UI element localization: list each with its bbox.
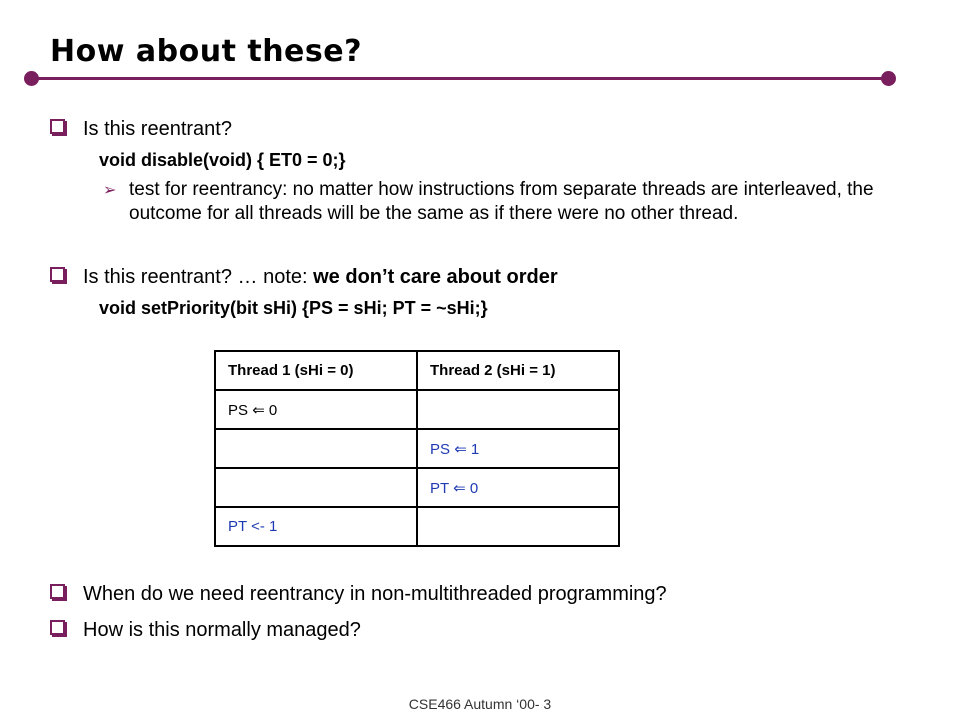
slide-footer: CSE466 Autumn ‘00- 3	[408, 696, 552, 712]
bullet-text: Is this reentrant? … note:	[83, 266, 314, 288]
left-arrow-icon: ⇐	[252, 401, 265, 419]
bullet-reentrant-2	[50, 265, 558, 289]
table-cell	[417, 507, 619, 546]
arrow-bullet-icon: ➢	[103, 182, 117, 199]
title-divider	[30, 75, 890, 82]
bullet-question-2	[50, 618, 361, 642]
bullet-question-1	[50, 582, 667, 606]
table-row	[215, 507, 619, 546]
table-cell: PS ⇐ 1	[417, 429, 619, 468]
table-cell: PS ⇐ 0	[215, 390, 417, 429]
bullet-emphasis: we don’t care about order	[313, 266, 558, 288]
square-bullet-icon	[50, 119, 65, 134]
code-setpriority: void setPriority(bit sHi) {PS = sHi; PT = ~sHi;}	[99, 298, 488, 318]
divider-right-dot	[881, 71, 896, 86]
table-row	[215, 390, 619, 429]
divider-left-dot	[24, 71, 39, 86]
bullet-text: How is this normally managed?	[83, 619, 361, 641]
table-header-row	[215, 351, 619, 390]
table-cell: PT ⇐ 0	[417, 468, 619, 507]
divider-line	[30, 77, 890, 80]
code-disable: void disable(void) { ET0 = 0;}	[99, 150, 346, 170]
interleaving-table	[214, 350, 620, 547]
square-bullet-icon	[50, 267, 65, 282]
left-arrow-icon: ⇐	[454, 440, 467, 458]
square-bullet-icon	[50, 584, 65, 599]
square-bullet-icon	[50, 620, 65, 635]
table-cell	[417, 390, 619, 429]
bullet-text: When do we need reentrancy in non-multithreaded programming?	[83, 583, 667, 605]
bullet-reentrant-1	[50, 117, 232, 141]
table-header-thread2: Thread 2 (sHi = 1)	[417, 351, 619, 390]
left-arrow-icon: ⇐	[453, 479, 466, 497]
table-cell	[215, 429, 417, 468]
table-row	[215, 468, 619, 507]
table-header-thread1: Thread 1 (sHi = 0)	[215, 351, 417, 390]
sub-bullet-test	[103, 178, 903, 226]
table-row	[215, 429, 619, 468]
bullet-text: Is this reentrant?	[83, 118, 232, 140]
table-cell: PT <- 1	[215, 507, 417, 546]
slide-title: How about these?	[50, 34, 362, 69]
table-cell	[215, 468, 417, 507]
sub-bullet-text: test for reentrancy: no matter how instructions from separate threads are interleaved, the outcome for all threads will be the same as if there were no other thread.	[129, 179, 874, 224]
